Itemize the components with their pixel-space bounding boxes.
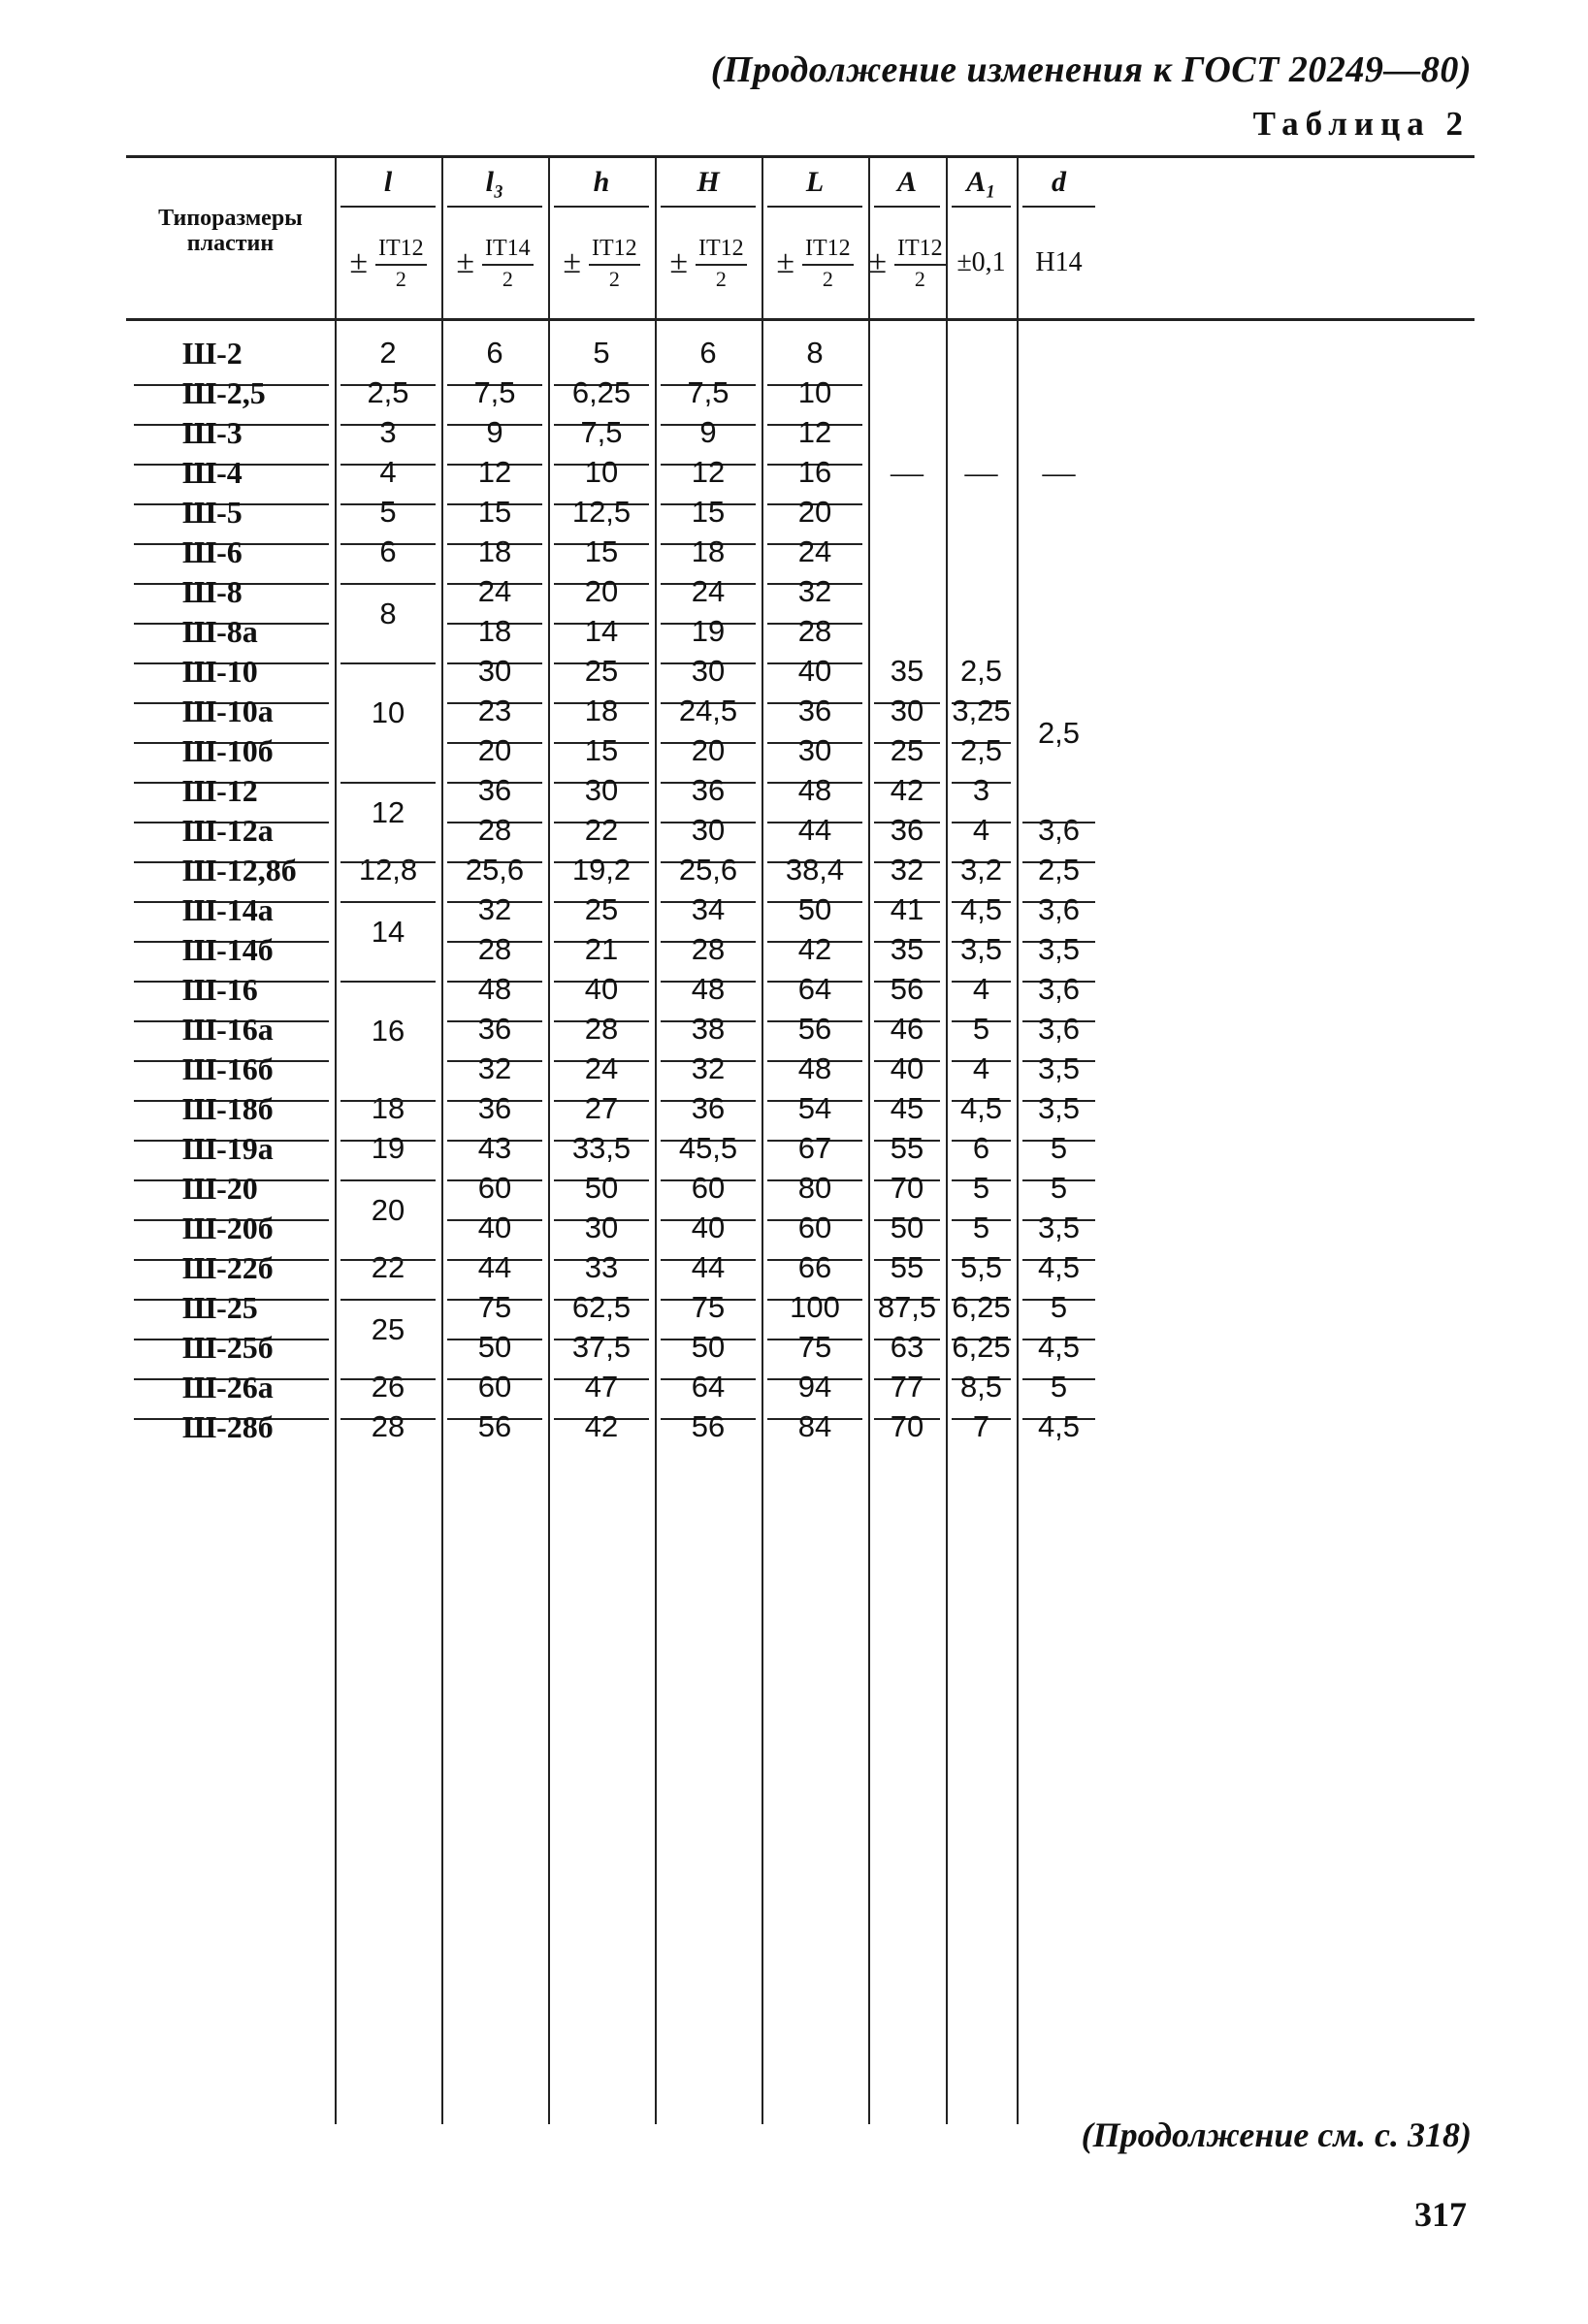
table-header-rule [126, 318, 1475, 321]
cell-A1: 5,5 [952, 1241, 1011, 1301]
cell-l: 12,8 [340, 843, 436, 903]
cell-l-merged: 25 [340, 1280, 436, 1380]
fraction-numerator: IT12 [894, 237, 946, 266]
cell-A1: 8,5 [952, 1360, 1011, 1420]
cell-l3: 36 [447, 1002, 542, 1062]
cell-d: 5 [1022, 1360, 1095, 1420]
header-subrule [767, 206, 862, 208]
cell-l3: 50 [447, 1320, 542, 1380]
cell-l-merged: 10 [340, 644, 436, 784]
cell-h: 24 [554, 1042, 649, 1102]
dash-A1: — [964, 455, 998, 491]
cell-L: 56 [767, 1002, 862, 1062]
cell-h: 10 [554, 445, 649, 505]
cell-A: 70 [890, 1409, 924, 1443]
cell-d: 5 [1022, 1121, 1095, 1181]
cell-H: 34 [661, 883, 756, 943]
cell-l3: 44 [447, 1241, 542, 1301]
cell-l3: 32 [447, 883, 542, 943]
cell-l: 18 [340, 1081, 436, 1142]
tolerance-fraction [589, 237, 640, 290]
row-label: Ш-25б [134, 1320, 329, 1380]
cell-L: 64 [767, 962, 862, 1022]
cell-h: 33,5 [554, 1121, 649, 1181]
column-symbol-h: h [593, 166, 610, 198]
cell-H: 36 [661, 763, 756, 823]
row-label: Ш-12,8б [134, 843, 329, 903]
column-tolerance-A1 [952, 219, 1011, 307]
row-label: Ш-19а [134, 1121, 329, 1181]
cell-H: 64 [661, 1360, 756, 1420]
cell-A: 35 [874, 922, 940, 983]
cell-d: 2,5 [1022, 843, 1095, 903]
cell-H: 20 [661, 724, 756, 784]
cell-L: 38,4 [767, 843, 862, 903]
row-label: Ш-25 [134, 1280, 329, 1340]
cell-L: 8 [767, 326, 862, 386]
cell-A1: 4,5 [952, 883, 1011, 943]
cell-h: 12,5 [554, 485, 649, 545]
cell-L: 32 [767, 565, 862, 625]
cell-H: 32 [661, 1042, 756, 1102]
cell-A1: 6,25 [952, 1320, 1011, 1380]
cell-l-merged: 12 [340, 763, 436, 863]
cell-l: 28 [371, 1409, 405, 1443]
cell-h: 22 [554, 803, 649, 863]
cell-H: 18 [661, 525, 756, 585]
cell-l3: 28 [447, 922, 542, 983]
cell-h: 27 [554, 1081, 649, 1142]
header-subrule [874, 206, 940, 208]
cell-A: 56 [874, 962, 940, 1022]
fraction-numerator: IT12 [375, 237, 427, 266]
fraction-denominator: 2 [502, 266, 513, 291]
cell-l-merged: 16 [340, 962, 436, 1102]
cell-h: 15 [554, 525, 649, 585]
cell-A1: 4 [952, 1042, 1011, 1102]
dash-d: — [1042, 455, 1076, 491]
column-symbol-l: l [383, 166, 393, 198]
cell-d: 3,5 [1022, 922, 1095, 983]
cell-l: 26 [340, 1360, 436, 1420]
cell-d: 3,6 [1022, 1002, 1095, 1062]
cell-h: 37,5 [554, 1320, 649, 1380]
cell-d: 4,5 [1022, 1241, 1095, 1301]
header-subrule [952, 206, 1011, 208]
cell-h: 15 [554, 724, 649, 784]
row-label: Ш-2 [134, 326, 329, 386]
row-label: Ш-12а [134, 803, 329, 863]
cell-A: 35 [874, 644, 940, 704]
cell-l-merged: 20 [340, 1161, 436, 1261]
table-top-rule [126, 155, 1475, 158]
continuation-footer: (Продолжение см. с. 318) [1081, 2115, 1472, 2154]
cell-l3: 60 [447, 1161, 542, 1221]
cell-L: 40 [767, 644, 862, 704]
tolerance-text: H14 [1035, 247, 1083, 277]
row-label: Ш-5 [134, 485, 329, 545]
cell-H: 24,5 [661, 684, 756, 744]
cell-l3: 18 [447, 525, 542, 585]
row-label: Ш-10б [134, 724, 329, 784]
cell-L: 60 [767, 1201, 862, 1261]
cell-A1: 3,25 [952, 684, 1011, 744]
column-symbol-l3: l₃ [485, 166, 504, 198]
dimensions-table [126, 155, 1475, 2124]
cell-l3: 56 [477, 1409, 512, 1443]
column-symbol-A1: A₁ [966, 166, 996, 198]
tolerance-text: ±0,1 [956, 247, 1006, 277]
tolerance-fraction [375, 237, 427, 290]
fraction-denominator: 2 [822, 266, 833, 291]
cell-l3: 15 [447, 485, 542, 545]
cell-h: 18 [554, 684, 649, 744]
cell-l3: 36 [447, 1081, 542, 1142]
row-label: Ш-16б [134, 1042, 329, 1102]
fraction-denominator: 2 [608, 266, 620, 291]
cell-l3: 9 [447, 405, 542, 466]
cell-A1: 3,2 [952, 843, 1011, 903]
tolerance-fraction [802, 237, 854, 290]
cell-l3: 20 [447, 724, 542, 784]
cell-h: 30 [554, 763, 649, 823]
cell-A1: 3,5 [952, 922, 1011, 983]
cell-A: 36 [874, 803, 940, 863]
column-tolerance-l3 [447, 219, 542, 307]
column-symbol-d: d [1052, 166, 1066, 198]
cell-A: 87,5 [874, 1280, 940, 1340]
cell-H: 30 [661, 644, 756, 704]
cell-L: 84 [797, 1409, 832, 1443]
cell-l3: 28 [447, 803, 542, 863]
column-divider [762, 155, 763, 2124]
cell-L: 16 [767, 445, 862, 505]
cell-A1: 5 [952, 1201, 1011, 1261]
fraction-numerator: IT12 [589, 237, 640, 266]
cell-H: 75 [661, 1280, 756, 1340]
cell-A: 32 [874, 843, 940, 903]
fraction-denominator: 2 [715, 266, 727, 291]
cell-L: 20 [767, 485, 862, 545]
column-tolerance-A [868, 219, 943, 307]
cell-A: 63 [874, 1320, 940, 1380]
cell-A: 70 [874, 1161, 940, 1221]
cell-A: 25 [874, 724, 940, 784]
cell-l: 4 [340, 445, 436, 505]
cell-A1: 7 [972, 1409, 990, 1443]
tolerance-fraction [482, 237, 534, 290]
column-divider [946, 155, 948, 2124]
cell-H: 38 [661, 1002, 756, 1062]
cell-L: 75 [767, 1320, 862, 1380]
cell-H: 25,6 [661, 843, 756, 903]
row-label: Ш-8а [134, 604, 329, 664]
cell-l-merged: 8 [340, 565, 436, 664]
row-label: Ш-4 [134, 445, 329, 505]
row-label: Ш-10а [134, 684, 329, 744]
cell-A: 41 [874, 883, 940, 943]
cell-A1: 6 [952, 1121, 1011, 1181]
row-label: Ш-20б [134, 1201, 329, 1261]
cell-h: 20 [554, 565, 649, 625]
continuation-header: (Продолжение изменения к ГОСТ 20249—80) [710, 49, 1472, 90]
cell-h: 5 [554, 326, 649, 386]
cell-A: 46 [874, 1002, 940, 1062]
cell-d: 5 [1022, 1161, 1095, 1221]
cell-l3: 48 [447, 962, 542, 1022]
dash-A: — [891, 455, 924, 491]
fraction-numerator: IT12 [802, 237, 854, 266]
tolerance-fraction [894, 237, 946, 290]
row-label: Ш-18б [134, 1081, 329, 1142]
cell-l: 22 [340, 1241, 436, 1301]
column-tolerance-l [340, 219, 436, 307]
cell-l: 5 [340, 485, 436, 545]
cell-H: 44 [661, 1241, 756, 1301]
cell-A1: 5 [952, 1002, 1011, 1062]
cell-A: 45 [874, 1081, 940, 1142]
cell-l: 3 [340, 405, 436, 466]
plus-minus-sign: ± [669, 244, 688, 280]
cell-A1: 2,5 [952, 724, 1011, 784]
cell-H: 15 [661, 485, 756, 545]
cell-l3: 75 [447, 1280, 542, 1340]
cell-L: 30 [767, 724, 862, 784]
cell-l: 6 [340, 525, 436, 585]
cell-H: 40 [661, 1201, 756, 1261]
row-label: Ш-20 [134, 1161, 329, 1221]
column-divider [655, 155, 657, 2124]
fraction-denominator: 2 [914, 266, 925, 291]
row-label: Ш-14б [134, 922, 329, 983]
cell-h: 30 [554, 1201, 649, 1261]
cell-l3: 30 [447, 644, 542, 704]
cell-h: 47 [554, 1360, 649, 1420]
column-tolerance-h [554, 219, 649, 307]
cell-A: 77 [874, 1360, 940, 1420]
fraction-numerator: IT12 [696, 237, 747, 266]
row-label: Ш-8 [134, 565, 329, 625]
cell-H: 6 [661, 326, 756, 386]
cell-H: 36 [661, 1081, 756, 1142]
cell-H: 60 [661, 1161, 756, 1221]
row-label: Ш-16 [134, 962, 329, 1022]
cell-d: 4,5 [1037, 1409, 1081, 1443]
cell-l3: 18 [447, 604, 542, 664]
header-subrule [661, 206, 756, 208]
cell-A: 55 [874, 1241, 940, 1301]
cell-l3: 6 [447, 326, 542, 386]
column-tolerance-L [767, 219, 862, 307]
cell-H: 24 [661, 565, 756, 625]
row-label: Ш-12 [134, 763, 329, 823]
cell-d: 3,5 [1022, 1201, 1095, 1261]
cell-L: 54 [767, 1081, 862, 1142]
row-label: Ш-2,5 [134, 366, 329, 426]
cell-h: 62,5 [554, 1280, 649, 1340]
cell-A1: 4 [952, 803, 1011, 863]
cell-L: 10 [767, 366, 862, 426]
first-column-title: Типоразмеры пластин [158, 206, 303, 256]
cell-h: 40 [554, 962, 649, 1022]
cell-H: 7,5 [661, 366, 756, 426]
cell-h: 19,2 [554, 843, 649, 903]
cell-L: 42 [767, 922, 862, 983]
cell-h: 25 [554, 883, 649, 943]
cell-d: 3,6 [1022, 962, 1095, 1022]
cell-l: 19 [340, 1121, 436, 1181]
cell-d-merged: 2,5 [1022, 644, 1095, 823]
cell-l3: 24 [447, 565, 542, 625]
cell-L: 12 [767, 405, 862, 466]
cell-A: 40 [874, 1042, 940, 1102]
cell-d: 5 [1022, 1280, 1095, 1340]
cell-h: 33 [554, 1241, 649, 1301]
cell-l3: 7,5 [447, 366, 542, 426]
cell-h: 21 [554, 922, 649, 983]
cell-L: 94 [767, 1360, 862, 1420]
cell-H: 19 [661, 604, 756, 664]
row-label: Ш-26а [134, 1360, 329, 1420]
header-subrule [340, 206, 436, 208]
row-label: Ш-6 [134, 525, 329, 585]
row-label: Ш-3 [134, 405, 329, 466]
cell-l3: 12 [447, 445, 542, 505]
row-label: Ш-16а [134, 1002, 329, 1062]
column-symbol-H: H [697, 166, 720, 198]
column-tolerance-H [661, 219, 756, 307]
cell-A: 30 [874, 684, 940, 744]
column-divider [441, 155, 443, 2124]
cell-A1: 6,25 [952, 1280, 1011, 1340]
header-subrule [554, 206, 649, 208]
cell-l: 2 [340, 326, 436, 386]
row-label: Ш-28б [182, 1409, 274, 1444]
cell-d: 3,6 [1022, 803, 1095, 863]
column-divider [1017, 155, 1019, 2124]
row-label: Ш-14а [134, 883, 329, 943]
tolerance-fraction [696, 237, 747, 290]
cell-l3: 25,6 [447, 843, 542, 903]
cell-A: 42 [874, 763, 940, 823]
cell-A: 50 [874, 1201, 940, 1261]
cell-l3: 36 [447, 763, 542, 823]
row-label: Ш-22б [134, 1241, 329, 1301]
cell-L: 67 [767, 1121, 862, 1181]
plus-minus-sign: ± [349, 244, 368, 280]
column-tolerance-d [1022, 219, 1095, 307]
fraction-denominator: 2 [395, 266, 406, 291]
cell-A1: 4,5 [952, 1081, 1011, 1142]
cell-A1: 2,5 [952, 644, 1011, 704]
cell-L: 100 [767, 1280, 862, 1340]
cell-A1: 5 [952, 1161, 1011, 1221]
cell-A1: 3 [952, 763, 1011, 823]
cell-L: 48 [767, 1042, 862, 1102]
cell-A: 55 [874, 1121, 940, 1181]
cell-h: 25 [554, 644, 649, 704]
cell-l3: 40 [447, 1201, 542, 1261]
column-divider [548, 155, 550, 2124]
cell-H: 28 [661, 922, 756, 983]
cell-H: 48 [661, 962, 756, 1022]
cell-L: 44 [767, 803, 862, 863]
cell-L: 50 [767, 883, 862, 943]
cell-l3: 60 [447, 1360, 542, 1420]
cell-d: 3,6 [1022, 883, 1095, 943]
column-divider [868, 155, 870, 2124]
cell-l: 2,5 [340, 366, 436, 426]
plus-minus-sign: ± [456, 244, 474, 280]
cell-d: 4,5 [1022, 1320, 1095, 1380]
cell-H: 56 [691, 1409, 726, 1443]
cell-h: 6,25 [554, 366, 649, 426]
column-symbol-A: A [896, 166, 917, 198]
plus-minus-sign: ± [868, 244, 888, 280]
cell-l3: 32 [447, 1042, 542, 1102]
plus-minus-sign: ± [776, 244, 794, 280]
cell-H: 9 [661, 405, 756, 466]
cell-l-merged: 14 [340, 883, 436, 983]
cell-L: 80 [767, 1161, 862, 1221]
cell-H: 30 [661, 803, 756, 863]
cell-H: 45,5 [661, 1121, 756, 1181]
column-divider [335, 155, 337, 2124]
cell-H: 12 [661, 445, 756, 505]
header-subrule [447, 206, 542, 208]
page-number: 317 [1414, 2195, 1467, 2234]
cell-h: 28 [554, 1002, 649, 1062]
cell-A1: 4 [952, 962, 1011, 1022]
column-symbol-L: L [805, 166, 825, 198]
header-subrule [1022, 206, 1095, 208]
fraction-numerator: IT14 [482, 237, 534, 266]
cell-L: 48 [767, 763, 862, 823]
cell-h: 7,5 [554, 405, 649, 466]
cell-L: 36 [767, 684, 862, 744]
table-label: Таблица 2 [1252, 105, 1470, 143]
cell-h: 42 [584, 1409, 619, 1443]
cell-H: 50 [661, 1320, 756, 1380]
cell-L: 66 [767, 1241, 862, 1301]
cell-h: 14 [554, 604, 649, 664]
cell-d: 3,5 [1022, 1081, 1095, 1142]
cell-L: 24 [767, 525, 862, 585]
cell-h: 50 [554, 1161, 649, 1221]
row-label: Ш-10 [134, 644, 329, 704]
cell-l3: 43 [447, 1121, 542, 1181]
cell-d: 3,5 [1022, 1042, 1095, 1102]
plus-minus-sign: ± [563, 244, 581, 280]
cell-l3: 23 [447, 684, 542, 744]
cell-L: 28 [767, 604, 862, 664]
